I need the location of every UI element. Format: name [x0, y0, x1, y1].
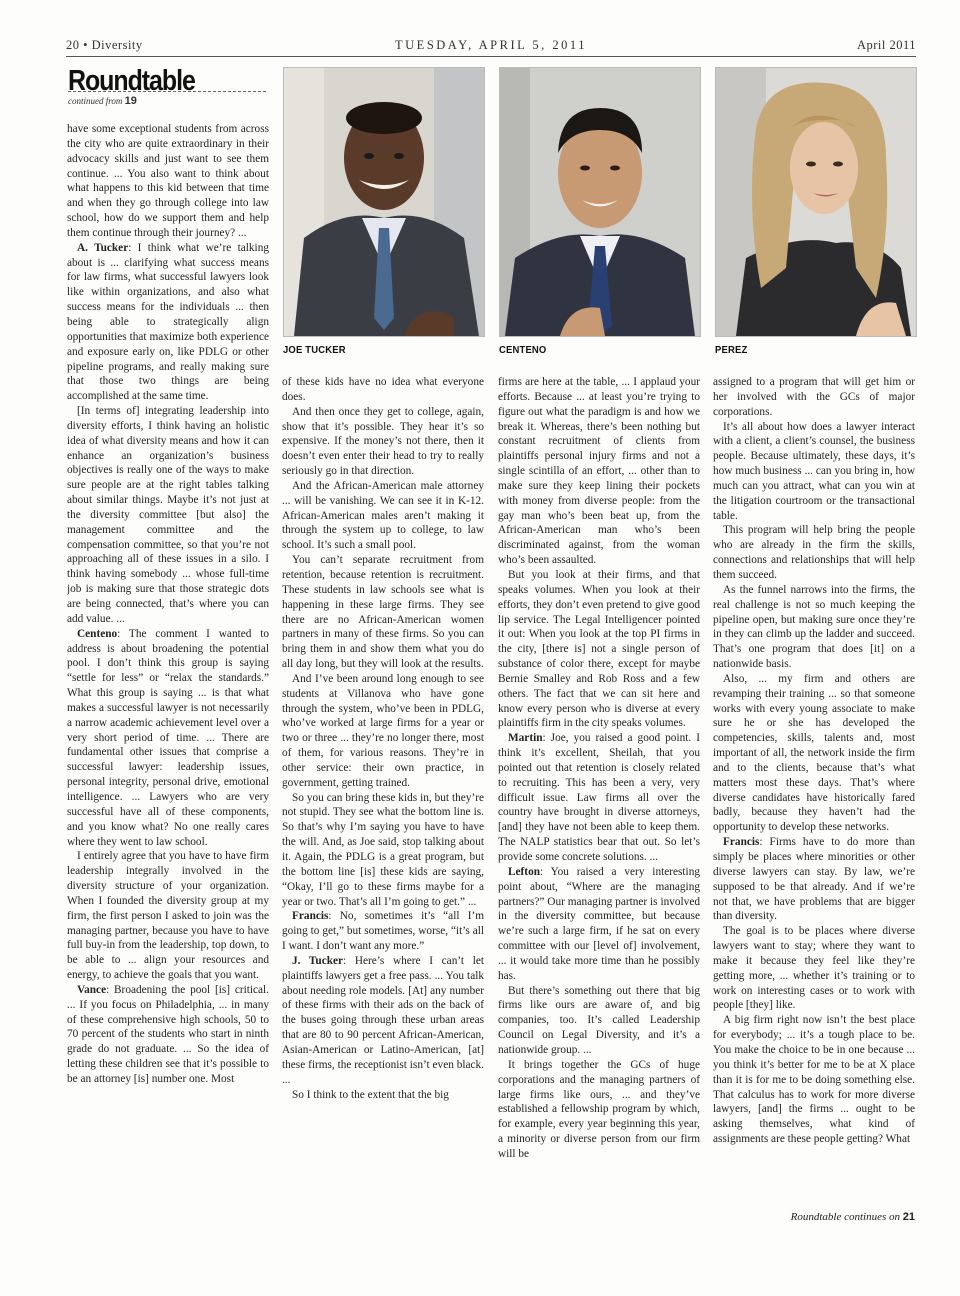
paragraph-text: It’s all about how does a lawyer interact with a client, a client’s counsel, the business people. Because ultimately, these days, it’s how much business ... can you bring in, how much can you attract, what can you win at the litigation courtroom or the transactional table. — [713, 420, 915, 522]
paragraph-text: : You raised a very interesting point about, “Where are the managing partners?” Our managing partner is involved in the diversity committee, but because we’re such a large firm, if he sat on every committee with our [level of] involvement, ... it would take more time than he possibly has. — [498, 865, 700, 982]
paragraph — [713, 924, 915, 1013]
paragraph-text: And I’ve been around long enough to see students at Villanova who have gone through the system, who’ve been in PDLG, who’ve worked at large firms for a year or two or three ... they’re no longer there, most of them, for various reasons. They’re in other service: their own practice, in government, getting trained. — [282, 672, 484, 789]
continued-from-page: 19 — [124, 95, 137, 107]
photo-caption-perez: PEREZ — [715, 344, 748, 356]
photo-caption-joe-tucker: JOE TUCKER — [283, 344, 346, 356]
paragraph — [282, 479, 484, 553]
paragraph — [282, 791, 484, 910]
paragraph-text: : Here’s where I can’t let plaintiffs lawyers get a free pass. ... You talk about needing role models. [At] any number of these firms with their ads on the back of the buses going through these urban areas that are 80 to 90 percent African-American, Asian-American or Latino-American, [at] these firms, the receptionist isn’t even black. ... — [282, 954, 484, 1086]
paragraph — [713, 420, 915, 524]
page-section-label: 20 • Diversity — [66, 38, 143, 52]
paragraph-text: As the funnel narrows into the firms, the real challenge is not so much keeping the pipeline open, but making sure once they’re in they can climb up the ladder and succeed. That’s one program that does [it] on a nationwide basis. — [713, 583, 915, 671]
speaker-name: Martin — [508, 732, 543, 745]
paragraph — [67, 404, 269, 627]
paragraph-text: I entirely agree that you have to have firm leadership integrally involved in the diversity structure of your organization. When I founded the diversity group at my firm, the first person I asked to join was the managing partner, because you have to have full buy-in from the leadership, top down, to be able to ... align your resources and energy, to achieve the goals that you want. — [67, 850, 269, 982]
paragraph — [67, 627, 269, 850]
speaker-name: J. Tucker — [292, 954, 344, 967]
speaker-name: Centeno — [77, 627, 118, 640]
paragraph-text: : I think what we’re talking about is ... clarifying what success means for law firms, what successful lawyers look like within organizations, and also what success means for the individuals ... then being able to strategically align opportunities that maximize both experience and exposure early on, like PDLG or other pipeline programs, and really making sure that those two things are being accomplished at the same time. — [67, 241, 269, 403]
paragraph — [282, 672, 484, 791]
paragraph — [282, 375, 484, 405]
paragraph-text: assigned to a program that will get him or her involved with the GCs of major corporations. — [713, 376, 915, 418]
paragraph-text: [In terms of] integrating leadership into diversity efforts, I think having an holistic idea of what diversity means and how it can enhance an organization’s business objectives is really one of the ways to make sure people are at the right tables talking about similar things. Maybe it’s not just at the diversity committee [but also] the management committee and the compensation committee, so that you’re not approaching all of these issues in a silo. I think having somebody ... whose full-time job is making sure that those strategic dots are being connected, that’s where you can add value. ... — [67, 405, 269, 625]
paragraph — [282, 553, 484, 672]
paragraph-text: : No, sometimes it’s “all I’m going to get,” but sometimes, worse, “it’s all I want. I don’t want any more.” — [282, 910, 484, 953]
continuation-text: continues on — [844, 1211, 900, 1223]
paragraph-text: : The comment I wanted to address is about broadening the potential pool. I don’t think this group is saying “settle for less” or “relax the standards.” What this group is saying ... is that what makes a successful lawyer is not necessarily a narrow academic achievement level over a very short period of time. ... There are fundamental other issues that comprise a successful lawyer: leadership issues, personal integrity, personal drive, emotional intelligence. ... Lawyers who are very successful have all of these components, and you know what? No one really cares where they went to law school. — [67, 627, 269, 848]
paragraph — [713, 835, 915, 924]
paragraph-text: The goal is to be places where diverse lawyers want to stay; where they want to make it because they feel like they’re getting more, ... whether it’s training or to work on interesting cases or to work with people [they] like. — [713, 925, 915, 1012]
continuation-page: 21 — [902, 1211, 915, 1223]
paragraph — [498, 568, 700, 731]
paragraph-text: This program will help bring the people who are already in the firm the skills, connections and relationships that will help them succeed. — [713, 524, 915, 581]
continuation-note — [791, 1211, 915, 1223]
paragraph-text: But you look at their firms, and that speaks volumes. When you look at their efforts, they don’t even pretend to give good lip service. The Legal Intelligencer pointed it out: When you look at the top PI firms in the city, [there is] not a single person of substance of color there, except for maybe Bernie Smalley and Rob Ross and a few others. The fact that we can sit here and know every person who is diverse at every plaintiffs firm in the city speaks volumes. — [498, 568, 700, 730]
photo-centeno — [499, 67, 701, 337]
issue-label: April 2011 — [856, 38, 916, 52]
publication-date: TUESDAY, APRIL 5, 2011 — [395, 38, 587, 52]
paragraph — [498, 375, 700, 568]
page-header — [66, 36, 916, 56]
paragraph-text: have some exceptional students from across the city who are quite extraordinary in their advocacy skills and just want to see them continue. ... You also want to think about what happens to this kid between that time and when they go through college into law school, how do we support them and help them continue through their journey? ... — [67, 123, 269, 239]
paragraph-text: of these kids have no idea what everyone does. — [282, 376, 484, 403]
paragraph-text: And then once they get to college, again, show that it’s possible. They hear it’s so expensive. If the money’s not there, then it doesn’t even enter their head to try to really seriously go in that direction. — [282, 405, 484, 478]
speaker-name: Lefton — [508, 865, 541, 878]
paragraph — [67, 122, 269, 241]
speaker-name: Vance — [77, 983, 107, 996]
paragraph-text: : Joe, you raised a good point. I think it’s excellent, Sheilah, that you pointed out that retention is closely related to recruiting. This has been a very, very difficult issue. Law firms all over the country have brought in diverse attorneys, [and] they have not been able to keep them. The NALP statistics bear that out. So let’s provide some concrete solutions. ... — [498, 732, 700, 863]
continuation-label: Roundtable — [790, 1211, 842, 1223]
paragraph — [67, 983, 269, 1087]
paragraph-text: And the African-American male attorney ... will be vanishing. We can see it in K-12. African-American males aren’t making it through the system up to college, to law school. It’s such a small pool. — [282, 479, 484, 552]
article-title: Roundtable — [68, 65, 195, 97]
paragraph — [713, 523, 915, 582]
paragraph — [282, 954, 484, 1088]
text-column-3 — [498, 375, 700, 1232]
header-rule — [66, 56, 916, 57]
paragraph — [282, 405, 484, 479]
paragraph — [282, 909, 484, 954]
photo-caption-centeno: CENTENO — [499, 344, 547, 356]
paragraph-text: It brings together the GCs of huge corporations and the managing partners of large firms like ours, ... and they’ve established a fellowship program by which, for example, every year beginning this year, a minority or diverse person from our firm will be — [498, 1058, 700, 1160]
paragraph — [713, 672, 915, 835]
paragraph-text: : Firms have to do more than simply be places where minorities or other diverse lawyers can stay. By law, we’re supposed to be that already. And if we’re not that, we have problems that are bigger than diversity. — [713, 836, 915, 923]
speaker-name: A. Tucker — [77, 241, 129, 254]
paragraph-text: : Broadening the pool [is] critical. ... If you focus on Philadelphia, ... in many of these comprehensive high schools, 50 to 70 percent of the students who start in ninth grade do not graduate. ... So the idea of letting these children see that it’s possible to be an attorney [is] number one. Most — [67, 983, 269, 1085]
photo-perez — [715, 67, 917, 337]
text-column-4 — [713, 375, 915, 1211]
paragraph-text: Also, ... my firm and others are revamping their training ... so that someone works with every young associate to make sure he or she has developed the competencies, skills, talents and, most important of all, the network inside the firm and to the clients, because that’s what matters most these days. That’s where diverse candidates have historically fared badly, because they haven’t had the opportunity to develop these networks. — [713, 672, 915, 834]
paragraph-text: So I think to the extent that the big — [292, 1088, 449, 1101]
paragraph — [67, 241, 269, 404]
speaker-name: Francis — [292, 910, 329, 923]
paragraph-text: But there’s something out there that big firms like ours are aware of, and big companies, too. It’s called Leadership Council on Legal Diversity, and it’s a nationwide group. ... — [498, 984, 700, 1056]
paragraph — [498, 731, 700, 865]
paragraph — [67, 849, 269, 983]
speaker-name: Francis — [723, 836, 760, 849]
title-dashed-rule — [68, 91, 266, 92]
paragraph — [498, 984, 700, 1058]
continued-from-label: continued from — [68, 96, 123, 106]
paragraph — [713, 1013, 915, 1147]
paragraph-text: firms are here at the table, ... I applaud your efforts. Because ... at least you’re trying to figure out what the paradigm is and how we break it. Whereas, there’s been nothing but constant recruitment of clients from plaintiffs personal injury firms and not a single scintilla of an effort, ... other than to make sure they keep lining their pockets with money from diverse people: from the gay man who’s been beat up, from the African-American man who’s been discriminated against, from the woman who’s been assaulted. — [498, 376, 700, 567]
paragraph — [713, 583, 915, 672]
paragraph-text: A big firm right now isn’t the best place for everybody; ... it’s a tough place to be. You make the choice to be in one because ... you think it’s better for me to be at X place than it is for me to be doing something else. That calculus has to work for more diverse lawyers, [and] the firms ... ought to be asking themselves, what kind of assignments are these people getting? What — [713, 1014, 915, 1146]
paragraph — [713, 375, 915, 420]
photo-joe-tucker — [283, 67, 485, 337]
paragraph — [498, 865, 700, 984]
paragraph-text: So you can bring these kids in, but they’re not stupid. They see what the bottom line is. So that’s why I’m saying you have to have the will. And, as Joe said, stop talking about it. Again, the PDLG is a great program, but the bottom line [is] these kids are saying, “Okay, I’ll go to these firms maybe for a year or two. That’s all I’m going to get.” ... — [282, 791, 484, 908]
paragraph-text: You can’t separate recruitment from retention, because retention is recruitment. These students in law schools see what is happening in these large firms. They see there are no African-American women partners in many of these firms. So you can bring them in and show them what you do all day long, but they will look at the results. — [282, 554, 484, 671]
article-title-block — [68, 66, 268, 107]
paragraph — [282, 1088, 484, 1103]
text-column-2 — [282, 375, 484, 1232]
paragraph — [498, 1058, 700, 1162]
text-column-1 — [67, 122, 269, 1232]
